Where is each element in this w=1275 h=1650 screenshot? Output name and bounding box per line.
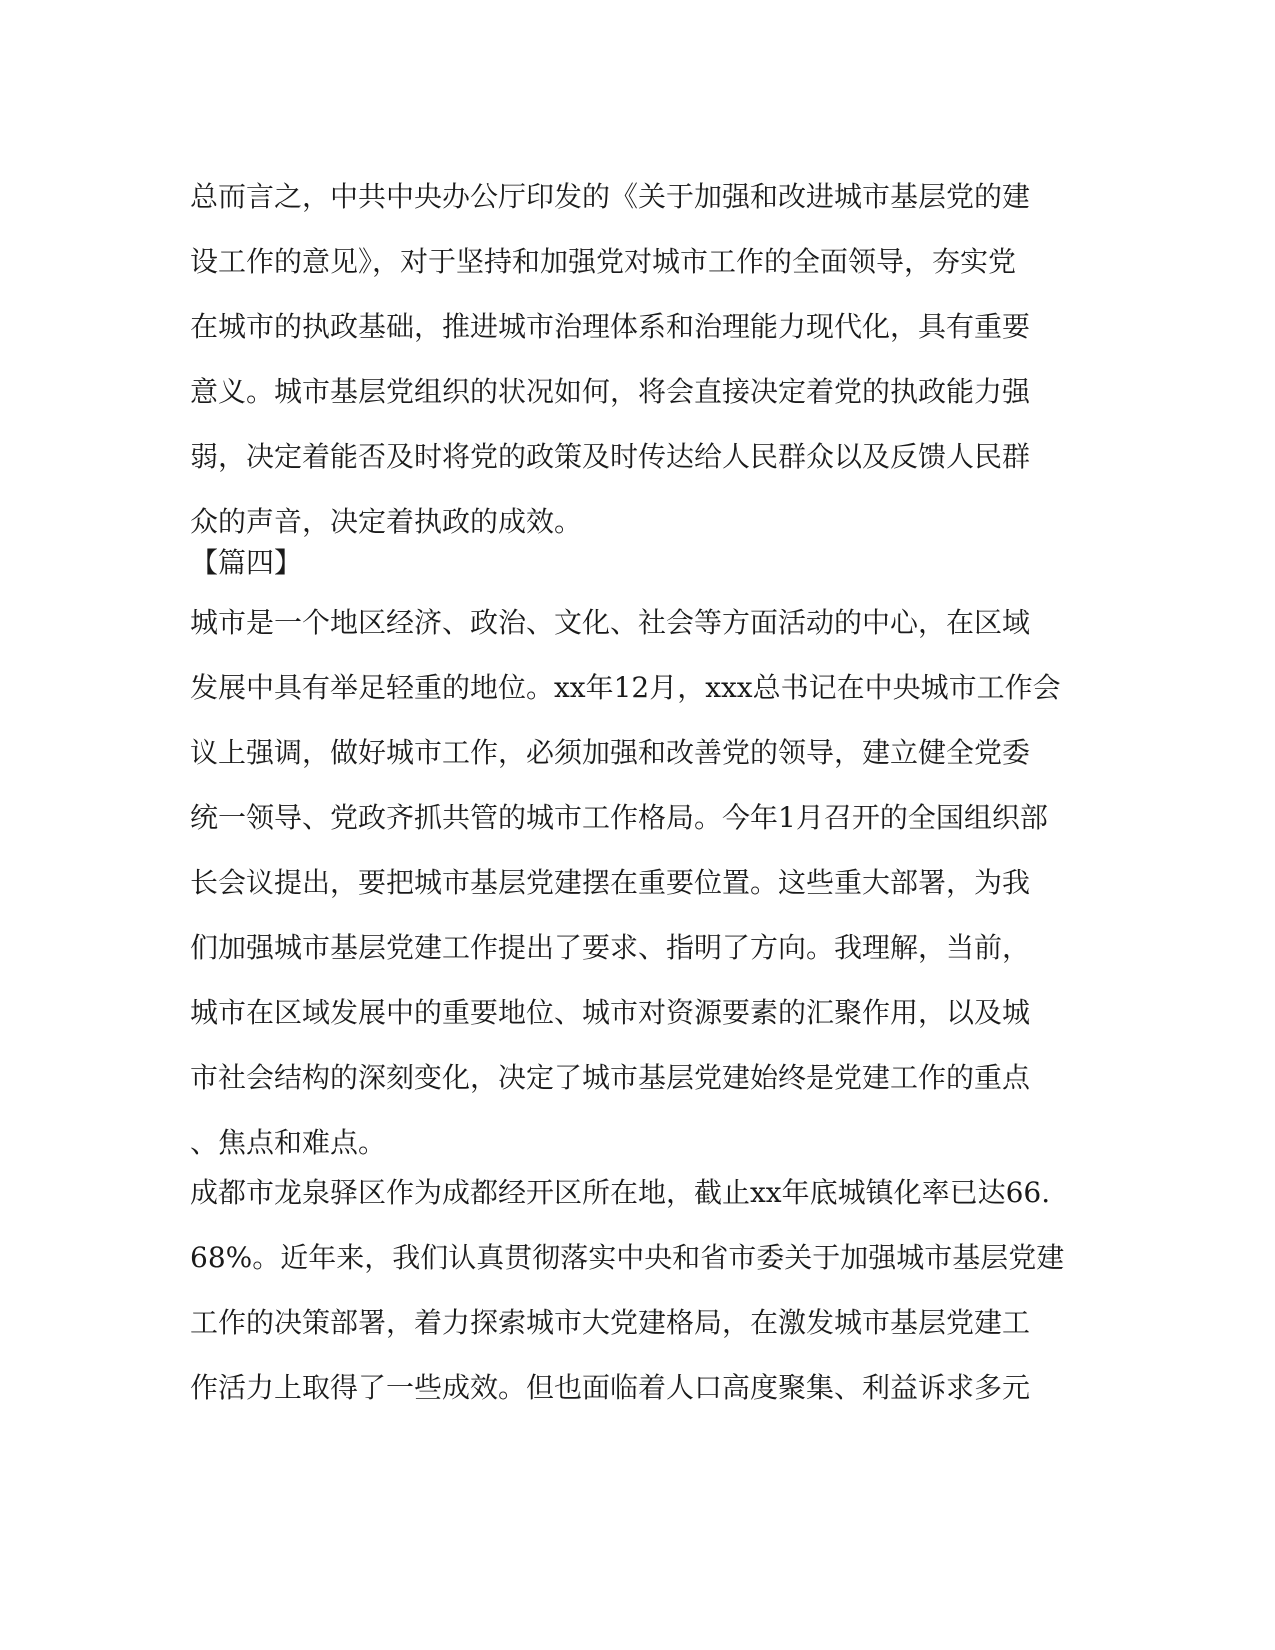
text-line: 长会议提出，要把城市基层党建摆在重要位置。这些重大部署，为我: [190, 866, 1031, 899]
text-line: 市社会结构的深刻变化，决定了城市基层党建始终是党建工作的重点: [190, 1061, 1031, 1094]
text-line: 弱，决定着能否及时将党的政策及时传达给人民群众以及反馈人民群: [190, 440, 1031, 473]
text-line: 设工作的意见》，对于坚持和加强党对城市工作的全面领导，夯实党: [190, 245, 1017, 278]
text-line: 总而言之，中共中央办公厅印发的《关于加强和改进城市基层党的建: [190, 180, 1031, 213]
text-line: 们加强城市基层党建工作提出了要求、指明了方向。我理解，当前，: [190, 931, 1031, 964]
text-line: 议上强调，做好城市工作，必须加强和改善党的领导，建立健全党委: [190, 736, 1031, 769]
text-line: 在城市的执政基础，推进城市治理体系和治理能力现代化，具有重要: [190, 310, 1031, 343]
section-heading: [190, 530, 1090, 595]
text-line: 发展中具有举足轻重的地位。xx年12月，xxx总书记在中央城市工作会: [190, 671, 1061, 704]
text-line: 作活力上取得了一些成效。但也面临着人口高度聚集、利益诉求多元: [190, 1371, 1031, 1404]
text-line: 成都市龙泉驿区作为成都经开区所在地，截止xx年底城镇化率已达66.: [190, 1176, 1051, 1209]
text-line: 统一领导、党政齐抓共管的城市工作格局。今年1月召开的全国组织部: [190, 801, 1048, 834]
text-line: 68%。近年来，我们认真贯彻落实中央和省市委关于加强城市基层党建: [190, 1241, 1065, 1274]
text-line: 、焦点和难点。: [190, 1126, 387, 1159]
text-line: 工作的决策部署，着力探索城市大党建格局，在激发城市基层党建工: [190, 1306, 1031, 1339]
text-line: 城市是一个地区经济、政治、文化、社会等方面活动的中心，在区域: [190, 606, 1031, 639]
text-line: 城市在区域发展中的重要地位、城市对资源要素的汇聚作用，以及城: [190, 996, 1031, 1029]
text-line: 众的声音，决定着执政的成效。: [190, 505, 583, 538]
text-line: 意义。城市基层党组织的状况如何，将会直接决定着党的执政能力强: [190, 375, 1031, 408]
paragraph-city-role: [190, 590, 1090, 1175]
paragraph-summary: [190, 164, 1090, 554]
paragraph-longquanyi: [190, 1160, 1090, 1420]
section-title: 【篇四】: [190, 546, 303, 579]
